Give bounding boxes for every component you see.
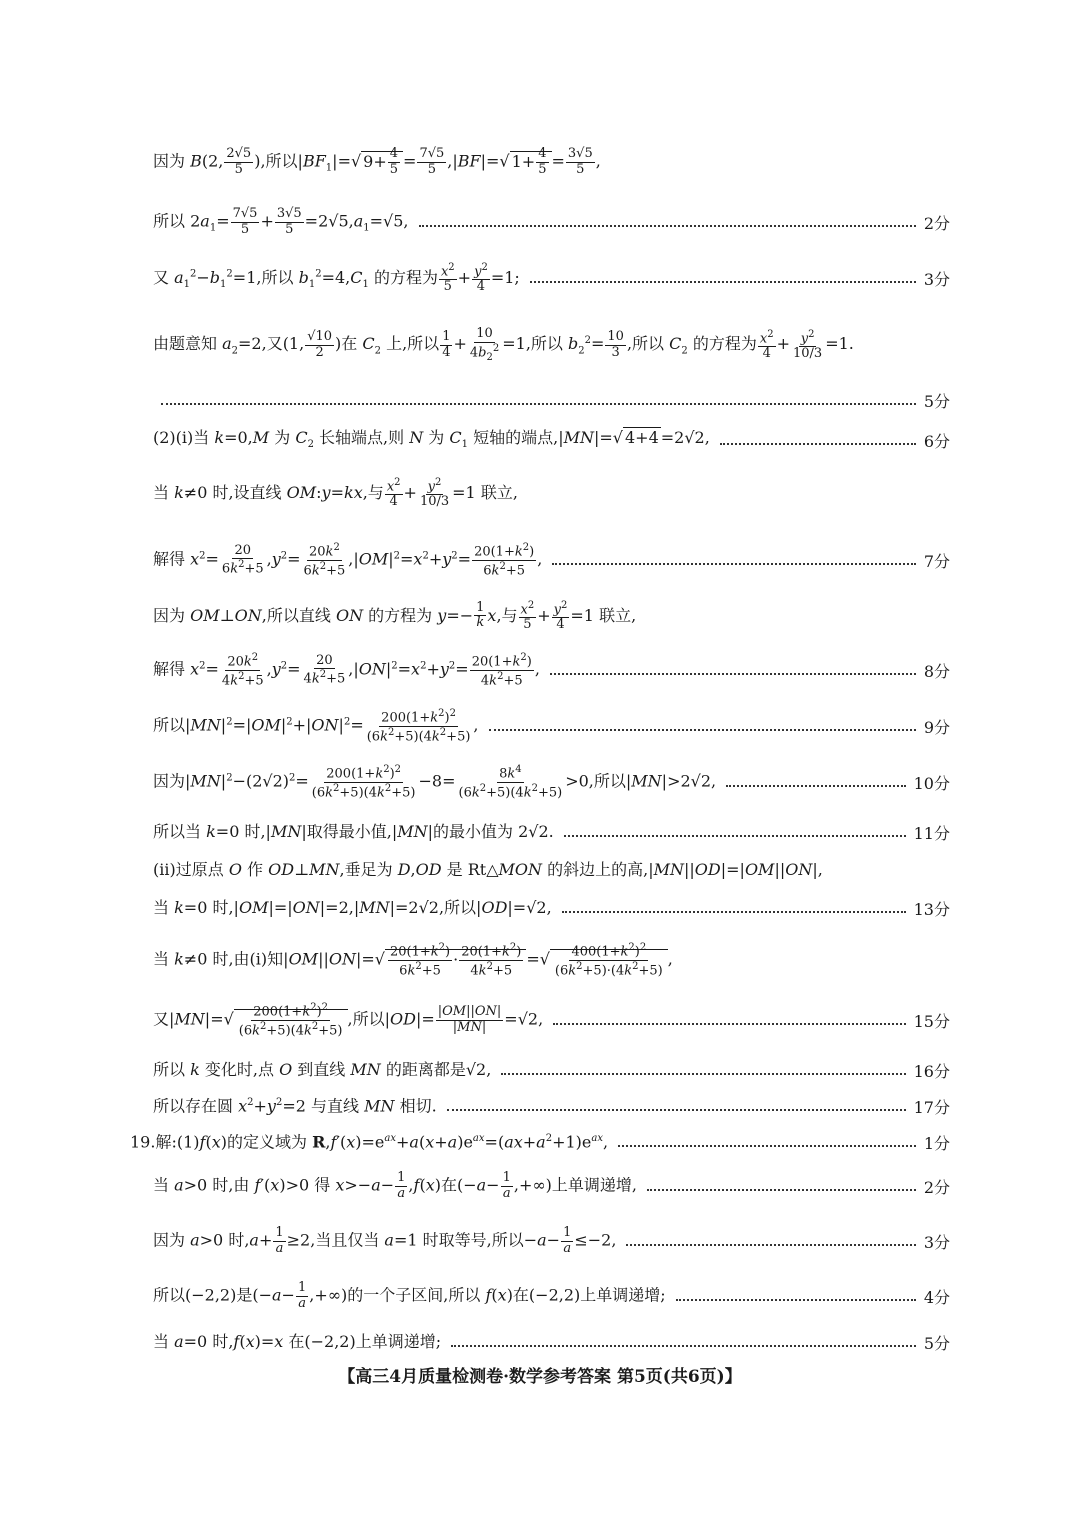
score-label: 5分: [923, 391, 950, 411]
line-text: 所以 $2a_1=$ $\frac{7√5}{5}$ + $\frac{3√5}{5}$ $=2√5,a_1=√5$,: [153, 206, 409, 237]
dotted-leader: [564, 835, 906, 837]
solution-line: [153, 888, 950, 928]
line-text: 所以当 k=0 时,|MN|取得最小值,|MN|的最小值为 2√2.: [153, 821, 554, 841]
dotted-leader: [489, 729, 916, 731]
line-text: 当 k=0 时,|OM|=|ON|=2,|MN|=2√2,所以|OD|=√2,: [153, 897, 552, 917]
line-text: 当 k≠0 时,由(ⅰ)知|OM||ON|=√ $\frac{20(1+k^2)}{6k^2+5}$ · $\frac{20(1+k^2)}{4k^2+5}$ =√ $\frac{400(1+k^2)^2}{(6k^2+5)\cdot(4k^2+5)}$ ,: [153, 941, 673, 978]
solution-line: [153, 762, 950, 802]
solution-line: [153, 596, 950, 636]
dotted-leader: [447, 1109, 906, 1111]
solution-line: [153, 1221, 950, 1261]
score-label: 5分: [923, 1333, 950, 1353]
line-text: 因为 OM⊥ON,所以直线 ON 的方程为 y=− $\frac{1}{k}$ x,与 $\frac{x^2}{5}$ + $\frac{y^2}{4}$ =1 联立,: [153, 599, 637, 633]
solution-line: [153, 540, 950, 580]
score-label: 1分: [923, 1133, 950, 1153]
line-text: 因为$|MN|^2-(2√2)^2=$ $\frac{200(1+k^2)^2}{(6k^2+5)(4k^2+5)}$ −8= $\frac{8k^4}{(6k^2+5)(4k^2+5)}$ >0,所以|MN|>2√2,: [153, 763, 717, 800]
dotted-leader: [419, 225, 916, 227]
dotted-leader: [451, 1345, 916, 1347]
line-text: 19.解:(1)f(x)的定义域为 $R,f'(x)=e^{ax}+a(x+a)e^{ax}=(ax+a^2+1)e^{ax}$,: [130, 1131, 609, 1151]
line-text: 又 $a_1^2-b_1^2=1$,所以 $b_1^2=4,C_1$ 的方程为 $\frac{x^2}{5}$ + $\frac{y^2}{4}$ =1;: [153, 261, 520, 295]
line-text: 由题意知 $a_2=2$,又(1, $\frac{√10}{2}$ )在 $C_2$ 上,所以 $\frac{1}{4}$ + $\frac{10}{4b_2^2}$ =1,所以 $b_2^2=$ $\frac{10}{3}$ ,所以 $C_2$ 的方程为 $\frac{x^2}{4}$ + $\frac{y^2}{10/3}$ =1.: [153, 326, 854, 363]
solution-line: [153, 812, 950, 852]
score-label: 8分: [923, 661, 950, 681]
line-text: 因为 a>0 时,a+ $\frac{1}{a}$ ≥2,当且仅当 a=1 时取等号,所以−a− $\frac{1}{a}$ ≤−2,: [153, 1225, 617, 1256]
solution-line: [153, 258, 950, 298]
score-label: 9分: [923, 717, 950, 737]
dotted-leader: [161, 403, 916, 405]
solution-line: [153, 650, 950, 690]
score-label: 16分: [913, 1061, 950, 1081]
solution-line: [153, 420, 950, 460]
line-text: 当 a=0 时,f(x)=x 在(−2,2)上单调递增;: [153, 1331, 442, 1351]
solution-line: [153, 1322, 950, 1362]
dotted-leader: [626, 1244, 915, 1246]
dotted-leader: [720, 443, 916, 445]
line-text: 解得 $x^2=$ $\frac{20k^2}{4k^2+5}$ $,y^2=$ $\frac{20}{4k^2+5}$ $,|ON|^2=x^2+y^2=$ $\frac{20(1+k^2)}{4k^2+5}$ ,: [153, 651, 540, 688]
line-text: 解得 $x^2=$ $\frac{20}{6k^2+5}$ $,y^2=$ $\frac{20k^2}{6k^2+5}$ $,|OM|^2=x^2+y^2=$ $\frac{20(1+k^2)}{6k^2+5}$ ,: [153, 541, 543, 578]
line-text: (2)(ⅰ)当 k=0,M 为 $C_2$ 长轴端点,则 N 为 $C_1$ 短轴的端点,|MN|=√ 4+4 =2√2,: [153, 428, 710, 451]
line-text: 当 k≠0 时,设直线 OM:y=kx,与 $\frac{x^2}{4}$ + $\frac{y^2}{10/3}$ =1 联立,: [153, 476, 518, 510]
page-footer: 【高三4月质量检测卷·数学参考答案 第5页(共6页)】: [338, 1367, 742, 1387]
solution-line: [153, 142, 950, 182]
dotted-leader: [618, 1145, 916, 1147]
solution-line: [153, 202, 950, 242]
solution-line: [153, 706, 950, 746]
score-label: 3分: [923, 269, 950, 289]
line-text: 当 a>0 时,由 f′(x)>0 得 x>−a− $\frac{1}{a}$ ,f(x)在(−a− $\frac{1}{a}$ ,+∞)上单调递增,: [153, 1170, 638, 1201]
dotted-leader: [501, 1073, 905, 1075]
line-text: 所以$|MN|^2=|OM|^2+|ON|^2=$ $\frac{200(1+k^2)^2}{(6k^2+5)(4k^2+5)}$ ,: [153, 707, 479, 744]
dotted-leader: [647, 1189, 916, 1191]
dotted-leader: [553, 1023, 905, 1025]
dotted-leader: [676, 1299, 916, 1301]
score-label: 11分: [913, 823, 950, 843]
solution-line: [153, 1166, 950, 1206]
solution-line: [153, 998, 950, 1042]
score-label: 17分: [913, 1097, 950, 1117]
solution-line: [153, 1276, 950, 1316]
score-label: 2分: [923, 1177, 950, 1197]
line-text: 又|MN|=√ $\frac{200(1+k^2)^2}{(6k^2+5)(4k^2+5)}$ ,所以|OD|= $\frac{|OM||ON|}{|MN|}$ =√2,: [153, 1001, 544, 1038]
solution-line: [153, 320, 950, 370]
solution-line: [153, 938, 950, 982]
score-label: 15分: [913, 1011, 950, 1031]
dotted-leader: [552, 563, 916, 565]
line-text: (ⅱ)过原点 O 作 OD⊥MN,垂足为 D,OD 是 Rt△MON 的斜边上的高,|MN||OD|=|OM||ON|,: [153, 859, 823, 879]
solution-line: [153, 1086, 950, 1126]
dotted-leader: [550, 673, 916, 675]
score-label: 3分: [923, 1232, 950, 1252]
dotted-leader: [726, 785, 906, 787]
score-label: 6分: [923, 431, 950, 451]
score-label: 10分: [913, 773, 950, 793]
solution-line: [153, 1050, 950, 1090]
score-label: 2分: [923, 213, 950, 233]
line-text: 所以 k 变化时,点 O 到直线 MN 的距离都是√2,: [153, 1059, 492, 1079]
solution-line: [153, 850, 950, 890]
solution-line: [153, 380, 950, 420]
line-text: 所以存在圆 $x^2+y^2=2$ 与直线 MN 相切.: [153, 1095, 437, 1115]
solution-line: [130, 1122, 950, 1162]
solution-line: [153, 470, 950, 516]
dotted-leader: [530, 281, 916, 283]
dotted-leader: [562, 911, 906, 913]
score-label: 7分: [923, 551, 950, 571]
line-text: 所以(−2,2)是(−a− $\frac{1}{a}$ ,+∞)的一个子区间,所以 f(x)在(−2,2)上单调递增;: [153, 1280, 666, 1311]
score-label: 4分: [923, 1287, 950, 1307]
score-label: 13分: [913, 899, 950, 919]
line-text: 因为 B(2, $\frac{2√5}{5}$ ),所以$|BF_1|=√$ 9+ $\frac{4}{5}$ = $\frac{7√5}{5}$ ,|BF|=√ 1+ $\frac{4}{5}$ = $\frac{3√5}{5}$ ,: [153, 146, 601, 177]
